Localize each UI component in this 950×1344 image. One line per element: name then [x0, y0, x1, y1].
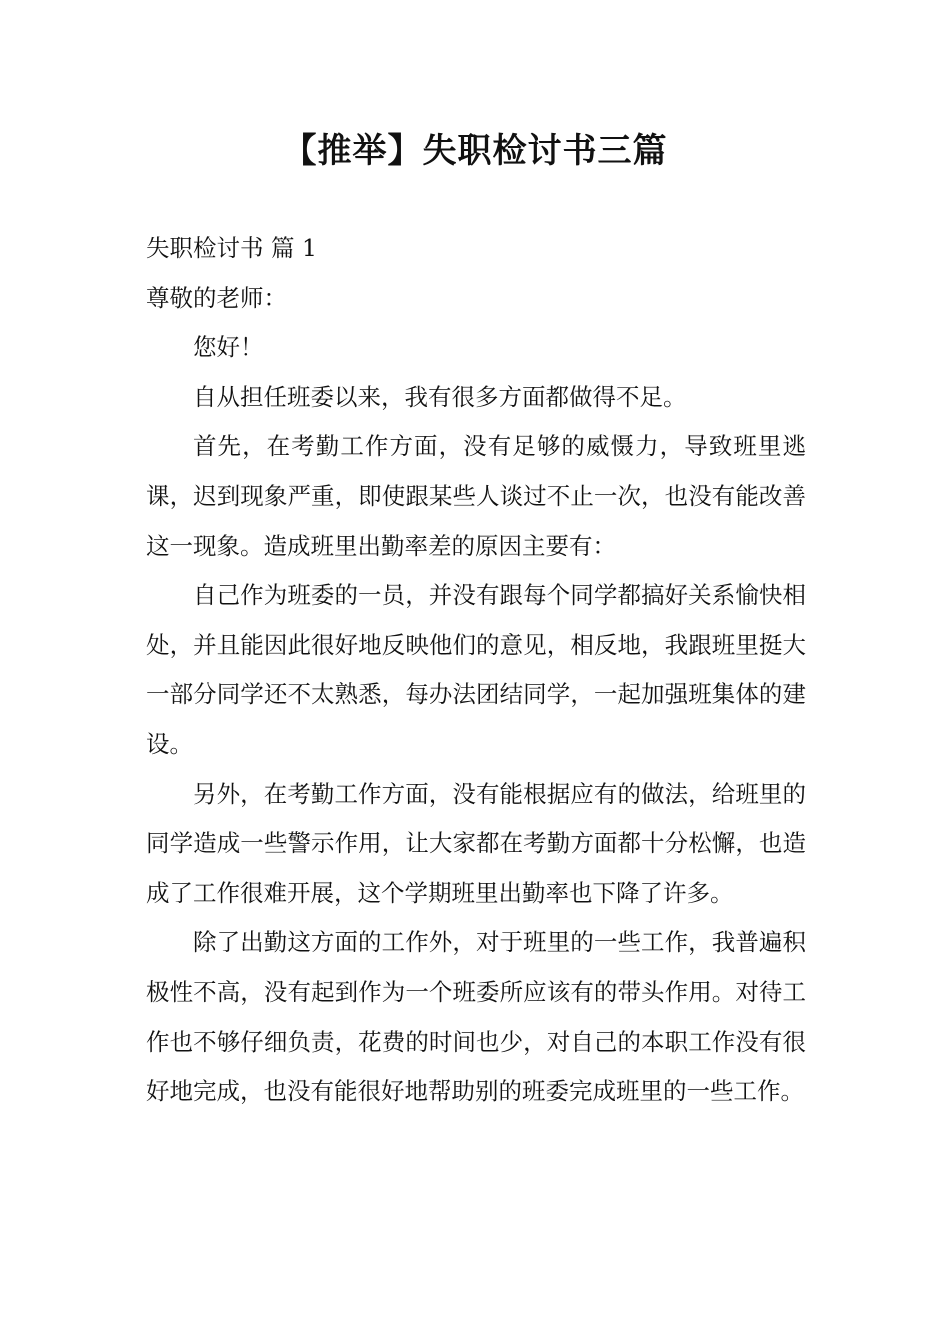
paragraph-intro: 自从担任班委以来，我有很多方面都做得不足。 [193, 382, 687, 411]
document-title: 【推举】失职检讨书三篇 [282, 131, 668, 171]
paragraph-attendance: 首先，在考勤工作方面，没有足够的威慑力，导致班里逃课，迟到现象严重，即使跟某些人谈过不止一次，也没有能改善这一现象。造成班里出勤率差的原因主要有： [146, 432, 806, 560]
salutation: 尊敬的老师： [146, 283, 287, 312]
paragraph-warning: 另外，在考勤工作方面，没有能根据应有的做法，给班里的同学造成一些警示作用，让大家都在考勤方面都十分松懈，也造成了工作很难开展，这个学期班里出勤率也下降了许多。 [146, 779, 806, 907]
paragraph-greeting: 您好！ [193, 333, 264, 362]
document-body [146, 224, 806, 1117]
paragraph-duties: 除了出勤这方面的工作外，对于班里的一些工作，我普遍积极性不高，没有起到作为一个班委所应该有的带头作用。对待工作也不够仔细负责，花费的时间也少，对自己的本职工作没有很好地完成，也没有能很好地帮助别的班委完成班里的一些工作。 [146, 928, 806, 1106]
paragraph-relations: 自己作为班委的一员，并没有跟每个同学都搞好关系愉快相处，并且能因此很好地反映他们的意见，相反地，我跟班里挺大一部分同学还不太熟悉，每办法团结同学，一起加强班集体的建设。 [146, 581, 806, 758]
section-heading: 失职检讨书 篇 1 [146, 234, 317, 262]
